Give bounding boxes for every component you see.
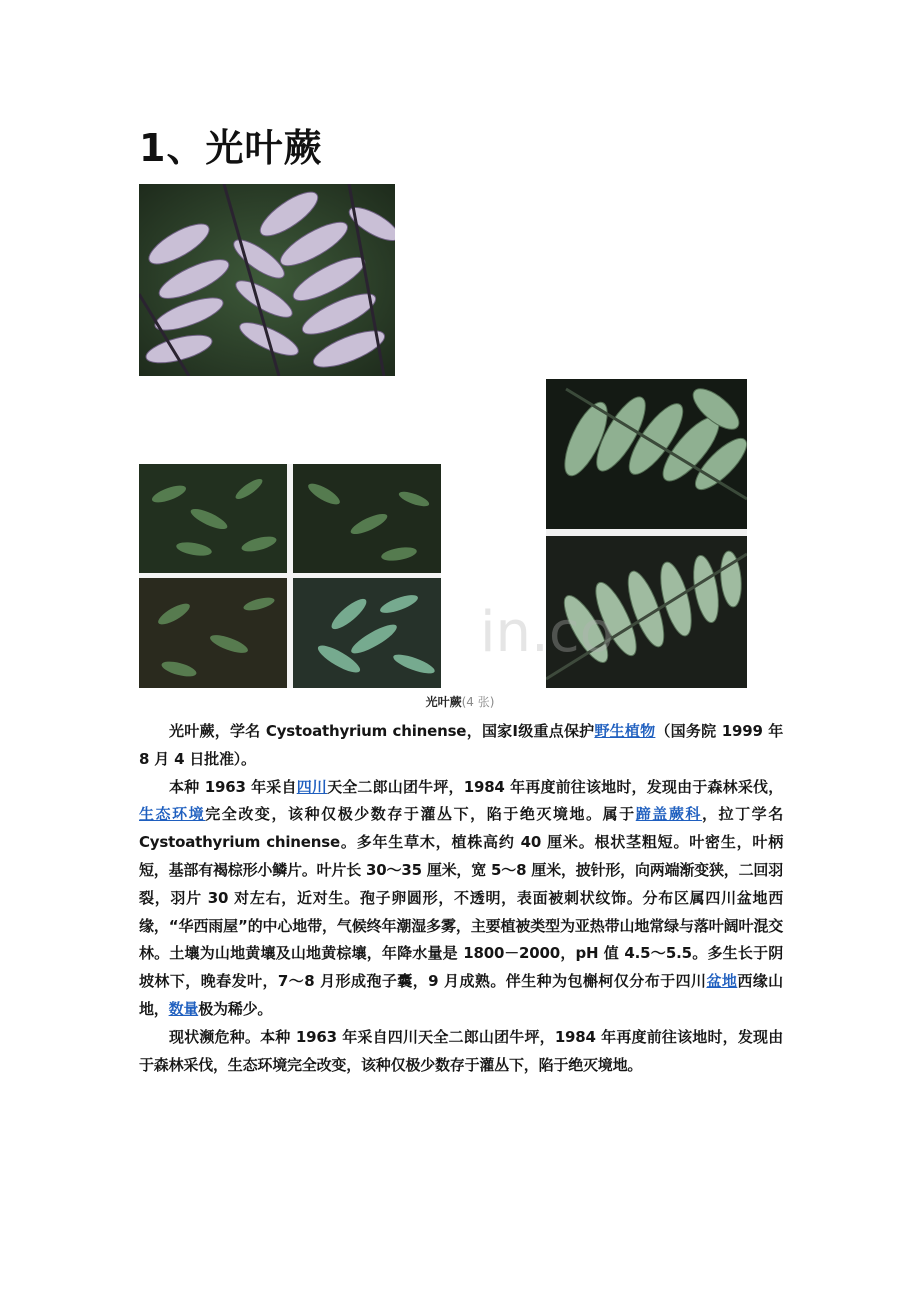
body-text-run: （国务院 1999 年 8 月 4 日批准）。 xyxy=(139,722,784,768)
article-body xyxy=(139,718,783,1079)
inline-link[interactable]: 野生植物 xyxy=(594,722,656,740)
body-text-run: 光叶蕨，学名 Cystoathyrium chinense，国家Ⅰ级重点保护 xyxy=(169,722,595,740)
body-text-run: ，拉丁学名 Cystoathyrium chinense。多年生草木，植株高约 40 厘米。根状茎粗短。叶密生，叶柄短，基部有褐棕形小鳞片。叶片长 30～35 厘米，宽 5～8 厘米，披针形，向两端渐变狭，二回羽裂，羽片 30 对左右，近对生。孢子卵圆形，不透明，表面被刺状纹饰。分布区属四川盆地西缘，“华西雨屋”的中心地带，气候终年潮湿多雾，主要植被类型为亚热带山地常绿与落叶阔叶混交林。土壤为山地黄壤及山地黄棕壤，年降水量是 1800－2000，pH 值 4.5～5.5。多生长于阴坡林下，晚春发叶，7～8 月形成孢子囊，9 月成熟。伴生种为包槲柯仅分布于四川 xyxy=(139,805,783,991)
body-paragraph xyxy=(139,774,783,1024)
body-text-run: 极为稀少。 xyxy=(198,999,273,1018)
body-paragraph xyxy=(139,718,783,774)
inline-link[interactable]: 生态环境 xyxy=(139,805,206,824)
body-text-run: 西缘山地， xyxy=(139,972,783,1018)
image-caption xyxy=(0,693,920,710)
fern-frond-closeup-photo xyxy=(139,184,395,376)
inline-link[interactable]: 蹄盖蕨科 xyxy=(635,805,702,824)
body-paragraph xyxy=(139,1024,783,1080)
caption-name: 光叶蕨 xyxy=(425,695,462,709)
inline-link[interactable]: 数量 xyxy=(168,999,199,1018)
page-title: 1、光叶蕨 xyxy=(139,126,323,170)
watermark-text: in.co xyxy=(480,600,614,665)
inline-link[interactable]: 盆地 xyxy=(706,972,738,991)
body-text-run: 天全二郎山团牛坪，1984 年再度前往该地时，发现由于森林采伐， xyxy=(327,777,783,796)
fern-habitat-four-photo-grid xyxy=(139,464,441,688)
body-text-run: 完全改变，该种仅极少数存于灌丛下，陷于绝灭境地。属于 xyxy=(205,805,636,824)
inline-link[interactable]: 四川 xyxy=(296,777,328,796)
body-text-run: 现状濒危种。本种 1963 年采自四川天全二郎山团牛坪，1984 年再度前往该地时，发现由于森林采伐，生态环境完全改变，该种仅极少数存于灌丛下，陷于绝灭境地。 xyxy=(139,1027,783,1074)
body-text-run: 本种 1963 年采自 xyxy=(169,777,297,796)
caption-photo-count: (4 张) xyxy=(461,695,495,709)
